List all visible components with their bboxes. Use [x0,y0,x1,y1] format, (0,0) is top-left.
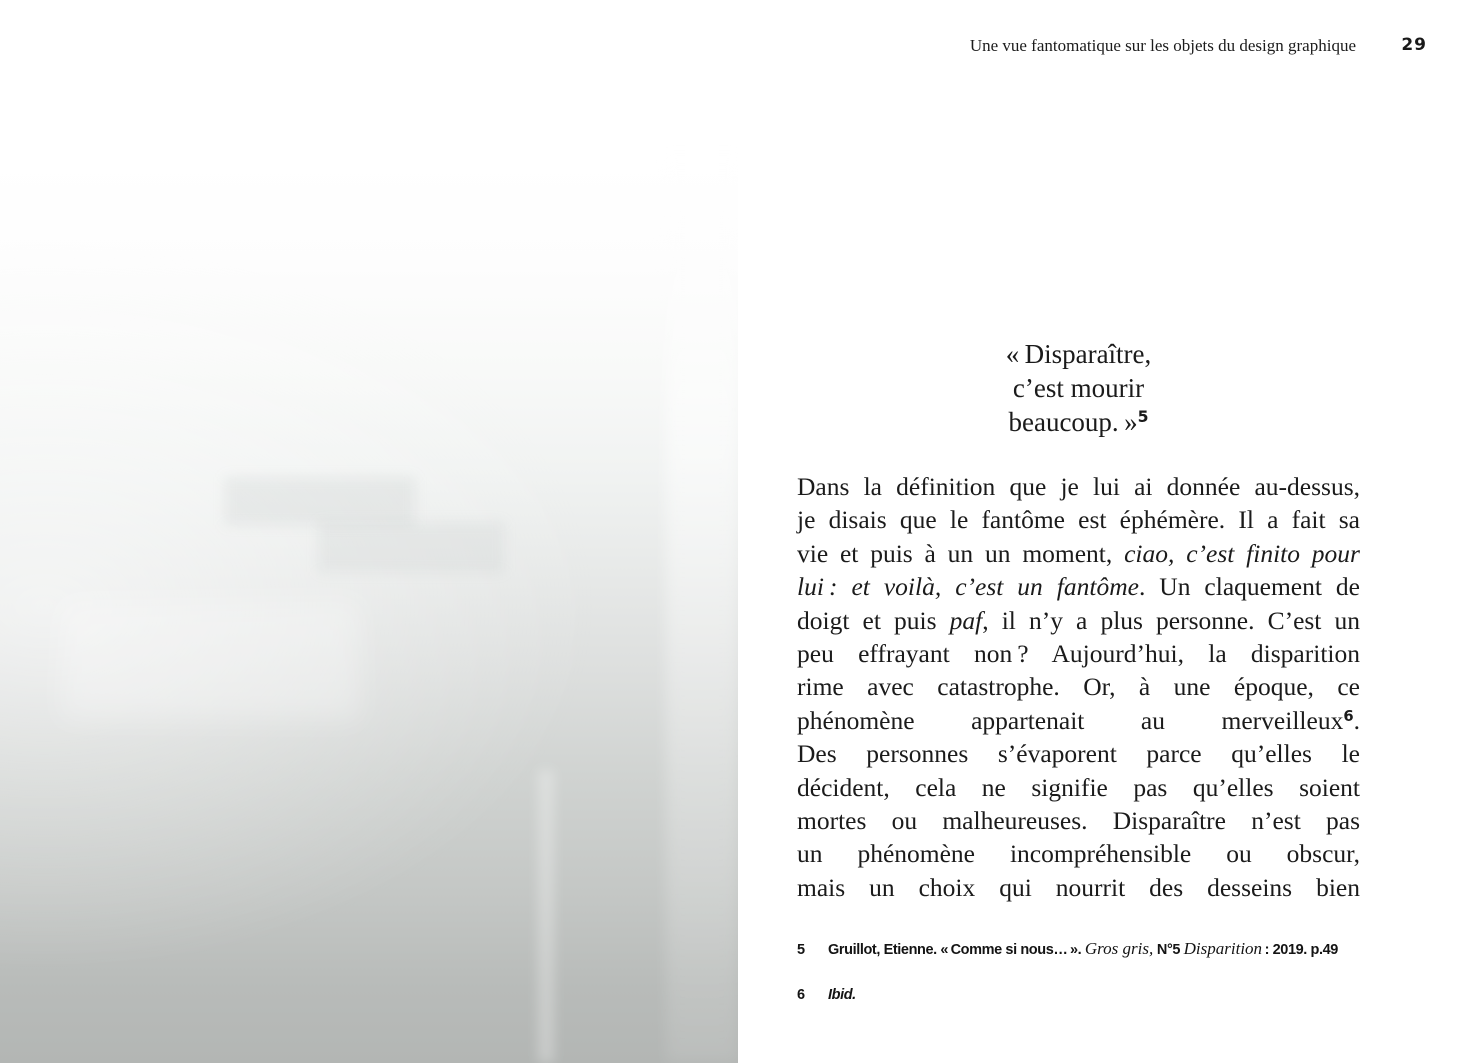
text-segment: N°5 [1153,942,1184,958]
body-line [797,670,1360,703]
text-segment: mortes ou malheureuses. Disparaître n’est pas [797,806,1360,836]
text-segment: lui : et voilà, c’est un fantôme [797,572,1139,602]
quote-line-2: c’est mourir [1012,373,1145,403]
right-page [738,0,1476,1063]
pull-quote [797,337,1360,439]
body-line [797,570,1360,603]
body-paragraph [797,470,1360,904]
body-line [797,804,1360,837]
text-segment: Gruillot, Etienne. « Comme si nous… ». [828,942,1085,958]
ghost-light-patch [60,600,360,720]
body-line [797,470,1360,503]
footnote-ref: 6 [1343,707,1354,725]
body-line [797,637,1360,670]
text-segment: Des personnes s’évaporent parce qu’elles le [797,739,1360,769]
text-segment: paf [949,605,983,635]
body-line [797,503,1360,536]
ghost-streak [538,770,554,1063]
text-segment: Disparition [1183,939,1263,958]
running-head-title: Une vue fantomatique sur les objets du design graphique [969,36,1356,55]
body-line [797,737,1360,770]
text-segment: mais un choix qui nourrit des desseins bien [797,872,1360,902]
text-segment: Dans la définition que je lui ai donnée au-dessus, [797,472,1360,501]
footnote-number: 6 [797,987,806,1003]
text-segment: vie et puis à un un moment, [797,538,1125,568]
text-segment: . Un claquement de [1138,572,1360,602]
body-line [797,771,1360,804]
quote-line-3-text: beaucoup. » [1008,407,1138,437]
text-segment: rime avec catastrophe. Or, à une époque, ce [797,672,1360,702]
text-segment: . [1353,705,1360,735]
body-line [797,837,1360,870]
footnote-text [828,987,856,1003]
ghost-vertical-band [666,150,738,1063]
body-line [797,604,1360,637]
text-segment: un phénomène incompréhensible ou obscur, [797,839,1360,869]
text-segment: Ibid. [828,987,856,1003]
text-segment: peu effrayant non ? Aujourd’hui, la disparition [797,639,1360,669]
text-segment: doigt et puis [797,605,950,635]
footnote-ref-5: 5 [1137,407,1149,427]
body-line [797,871,1360,904]
body-line [797,704,1360,737]
ghost-block [318,522,504,572]
page-number: 29 [1401,35,1427,55]
text-segment: décident, cela ne signifie pas qu’elles soient [797,772,1360,802]
text-segment: ciao, c’est finito pour [1124,538,1360,568]
ghost-block [225,477,415,525]
footnote-number: 5 [797,942,806,958]
footnote [797,939,1372,959]
text-segment: Gros gris, [1084,939,1154,958]
footnote [797,987,1372,1003]
text-segment: , il n’y a plus personne. C’est un [982,605,1360,635]
quote-line-1: « Disparaître, [1005,339,1152,369]
body-line [797,537,1360,570]
text-segment: phénomène appartenait au merveilleux [797,705,1344,735]
footnote-text [828,939,1338,959]
text-segment: je disais que le fantôme est éphémère. Il a fait sa [797,505,1360,535]
quote-line-3 [797,405,1360,439]
text-segment: : 2019. p.49 [1262,942,1338,958]
